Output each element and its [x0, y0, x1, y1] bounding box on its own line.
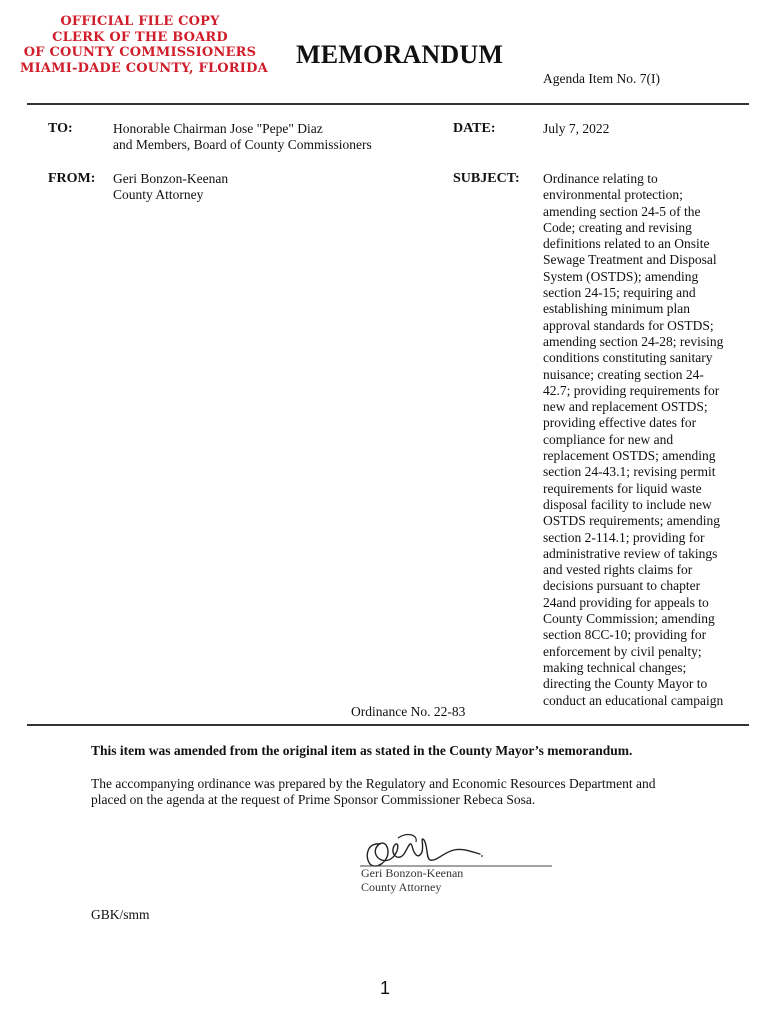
subject-line: requirements for liquid waste	[543, 480, 702, 496]
date-value: July 7, 2022	[543, 121, 610, 136]
subject-line: disposal facility to include new	[543, 496, 712, 512]
stamp-line: MIAMI-DADE COUNTY, FLORIDA	[20, 60, 268, 76]
subject-line: directing the County Mayor to	[543, 676, 708, 692]
subject-line: decisions pursuant to chapter	[543, 578, 701, 594]
subject-line: nuisance; creating section 24-	[543, 366, 704, 382]
subject-line: OSTDS requirements; amending	[543, 513, 720, 529]
to-recipients	[113, 121, 372, 154]
subject-line: conduct an educational campaign	[543, 692, 724, 708]
agenda-item-number: Agenda Item No. 7(I)	[543, 71, 660, 86]
from-label: FROM:	[48, 171, 96, 186]
subject-line: 42.7; providing requirements for	[543, 382, 720, 398]
subject-line: environmental protection;	[543, 187, 683, 203]
subject-line: and vested rights claims for	[543, 562, 693, 578]
from-line: Geri Bonzon-Keenan	[113, 171, 229, 186]
amended-note: This item was amended from the original item as stated in the County Mayor’s memorandum.	[91, 743, 633, 758]
stamp-line: CLERK OF THE BOARD	[52, 29, 228, 45]
subject-line: making technical changes;	[543, 659, 687, 675]
to-label: TO:	[48, 121, 73, 136]
signature-name-block	[361, 866, 463, 894]
to-line: Honorable Chairman Jose "Pepe" Diaz	[113, 121, 323, 136]
ordinance-number: Ordinance No. 22-83	[351, 704, 466, 719]
subject-line: replacement OSTDS; amending	[543, 448, 716, 464]
subject-line: Code; creating and revising	[543, 219, 692, 235]
stamp-line: OFFICIAL FILE COPY	[60, 14, 220, 29]
to-line: and Members, Board of County Commissioners	[113, 137, 372, 153]
subject-line: section 24-15; requiring and	[543, 285, 696, 301]
body-divider	[27, 724, 749, 726]
page-number: 1	[379, 978, 390, 998]
body-line: placed on the agenda at the request of Prime Sponsor Commissioner Rebeca Sosa.	[91, 792, 536, 808]
subject-line: establishing minimum plan	[543, 301, 690, 317]
from-sender	[113, 171, 228, 204]
subject-text	[543, 171, 743, 709]
subject-line: section 8CC-10; providing for	[543, 627, 707, 643]
signature-line: Geri Bonzon-Keenan	[361, 866, 464, 880]
date-label: DATE:	[453, 121, 496, 136]
stamp-line: OF COUNTY COMMISSIONERS	[23, 45, 257, 60]
subject-line: administrative review of takings	[543, 545, 718, 561]
subject-line: definitions related to an Onsite	[543, 236, 710, 252]
memo-title: MEMORANDUM	[296, 40, 504, 69]
subject-line: conditions constituting sanitary	[543, 350, 713, 366]
subject-line: County Commission; amending	[543, 611, 715, 627]
subject-line: amending section 24-28; revising	[543, 333, 724, 349]
subject-line: providing effective dates for	[543, 415, 697, 431]
subject-line: new and replacement OSTDS;	[543, 399, 708, 415]
subject-line: System (OSTDS); amending	[543, 268, 699, 284]
subject-line: amending section 24-5 of the	[543, 203, 701, 219]
from-line: County Attorney	[113, 187, 204, 203]
subject-label: SUBJECT:	[453, 171, 520, 186]
body-paragraph	[91, 776, 711, 809]
subject-line: Ordinance relating to	[543, 171, 658, 186]
body-line: The accompanying ordinance was prepared by the Regulatory and Economic Resources Department and	[91, 776, 656, 791]
subject-line: approval standards for OSTDS;	[543, 317, 714, 333]
subject-line: section 24-43.1; revising permit	[543, 464, 716, 480]
subject-line: Sewage Treatment and Disposal	[543, 252, 717, 268]
subject-line: compliance for new and	[543, 431, 674, 447]
typist-initials: GBK/smm	[91, 907, 150, 922]
official-file-copy-stamp	[20, 14, 268, 76]
subject-line: section 2-114.1; providing for	[543, 529, 705, 545]
subject-line: enforcement by civil penalty;	[543, 643, 702, 659]
subject-line: 24and providing for appeals to	[543, 594, 709, 610]
signature-line: County Attorney	[361, 880, 442, 894]
header-divider	[27, 103, 749, 105]
